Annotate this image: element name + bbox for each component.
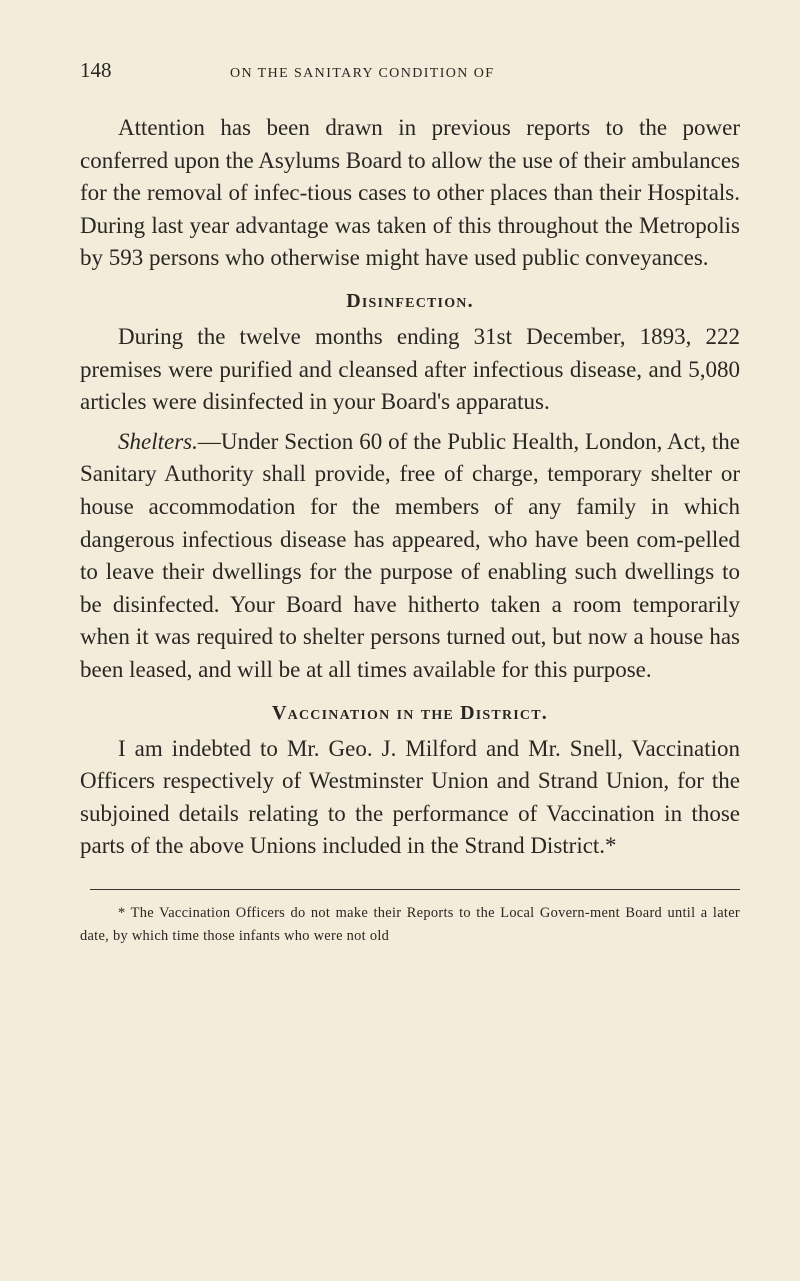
- page-number: 148: [80, 58, 112, 82]
- shelters-body: —Under Section 60 of the Public Health, London, Act, the Sanitary Authority shall provide, free of charge, temporary shelter or house accommodation for the members of any family in which dangerous infectious disease has appeared, who have been com-pelled to leave their dwellings for the purpose of enabling such dwellings to be disinfected. Your Board have hitherto taken a room temporarily when it was required to shelter persons turned out, but now a house has been leased, and will be at all times available for this purpose.: [80, 428, 740, 682]
- footnote: * The Vaccination Officers do not make their Reports to the Local Govern-ment Board until a later date, by which time those infants who were not old: [80, 904, 740, 944]
- running-head: ON THE SANITARY CONDITION OF: [230, 66, 495, 81]
- page-header: [80, 58, 740, 98]
- shelters-lead: Shelters.: [118, 428, 198, 454]
- heading-disinfection: Disinfection.: [346, 289, 474, 312]
- footnote-divider: [90, 889, 740, 890]
- paragraph-shelters: [80, 426, 740, 687]
- paragraph-ambulances: Attention has been drawn in previous reports to the power conferred upon the Asylums Board to allow the use of their ambulances for the removal of infec-tious cases to other places than their Hospitals. During last year advantage was taken of this throughout the Metropolis by 593 persons who otherwise might have used public conveyances.: [80, 115, 740, 271]
- document-page: [80, 58, 740, 962]
- paragraph-disinfection: During the twelve months ending 31st December, 1893, 222 premises were purified and cleansed after infectious disease, and 5,080 articles were disinfected in your Board's apparatus.: [80, 323, 740, 415]
- heading-vaccination: Vaccination in the District.: [272, 701, 548, 724]
- paragraph-vaccination: I am indebted to Mr. Geo. J. Milford and Mr. Snell, Vaccination Officers respectively of Westminster Union and Strand Union, for the subjoined details relating to the performance of Vaccination in those parts of the above Unions included in the Strand District.*: [80, 735, 740, 859]
